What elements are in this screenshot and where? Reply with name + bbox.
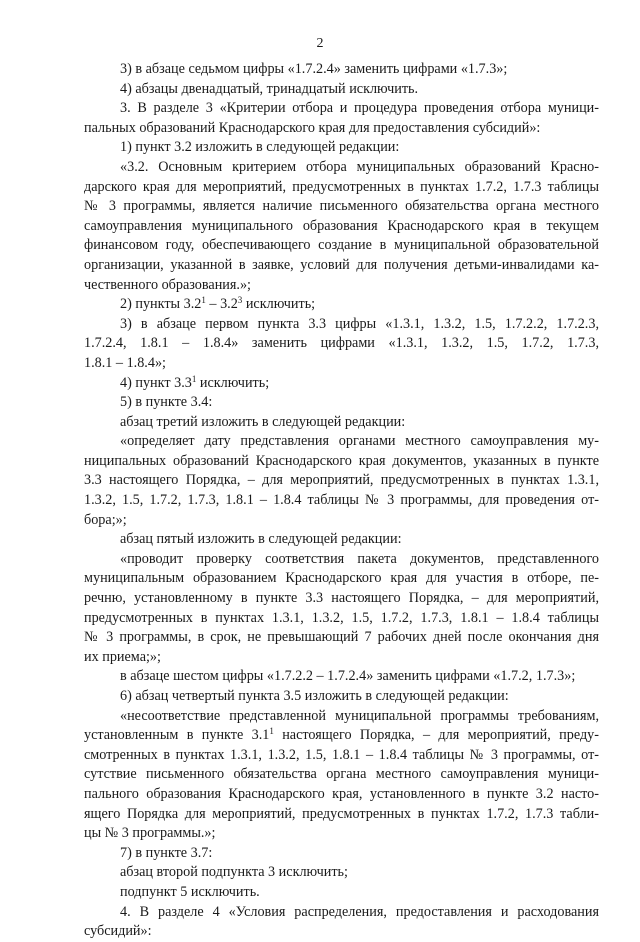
text-line: в абзаце шестом цифры «1.7.2.2 – 1.7.2.4» заменить цифрами «1.7.2, 1.7.3»; bbox=[120, 668, 576, 685]
text-line: 4) абзацы двенадцатый, тринадцатый исключить. bbox=[120, 80, 419, 97]
text-line: 3) в абзаце первом пункта 3.3 цифры «1.3.1, 1.3.2, 1.5, 1.7.2.2, 1.7.2.3, bbox=[120, 315, 599, 332]
text-line: 7) в пункте 3.7: bbox=[120, 844, 213, 861]
text-fragment: исключить; bbox=[242, 296, 316, 313]
text-line: субсидий»: bbox=[84, 923, 152, 940]
text-line: 5) в пункте 3.4: bbox=[120, 394, 213, 411]
text-line: ящего Порядка для мероприятий, предусмотренных в пунктах 1.7.2, 1.7.3 табли- bbox=[84, 805, 599, 822]
superscript: 1 bbox=[269, 726, 274, 737]
text-line: «определяет дату представления органами местного самоуправления му- bbox=[120, 433, 599, 450]
text-fragment: 2) пункты 3.2 bbox=[120, 296, 202, 313]
text-line: № 3 программы, в срок, не превышающий 7 рабочих дней после окончания дня bbox=[84, 629, 599, 646]
text-line: организации, указанной в заявке, условий для получения детьми-инвалидами ка- bbox=[84, 256, 599, 273]
text-line: ниципальных образований Краснодарского края документов, указанных в пункте bbox=[84, 452, 599, 469]
text-line: 3.3 настоящего Порядка, – для мероприятий, предусмотренных в пунктах 1.3.1, bbox=[84, 472, 599, 489]
text-line bbox=[84, 374, 599, 394]
text-line: «3.2. Основным критерием отбора муниципальных образований Красно- bbox=[120, 158, 599, 175]
superscript: 1 bbox=[201, 295, 206, 306]
text-line: 1.8.1 – 1.8.4»; bbox=[84, 354, 166, 371]
superscript: 3 bbox=[237, 295, 243, 306]
text-line: 4. В разделе 4 «Условия распределения, предоставления и расходования bbox=[120, 903, 599, 920]
text-line: сутствие письменного обязательства органа местного самоуправления муници- bbox=[84, 766, 599, 783]
text-line: бора;»; bbox=[84, 511, 127, 528]
text-line: пальных образований Краснодарского края для предоставления субсидий»: bbox=[84, 119, 541, 136]
text-line: смотренных в пунктах 1.3.1, 1.3.2, 1.5, 1.8.1 – 1.8.4 таблицы № 3 программы, от- bbox=[84, 746, 599, 763]
text-line: 3. В разделе 3 «Критерии отбора и процедура проведения отбора муници- bbox=[120, 100, 599, 117]
text-line: цы № 3 программы.»; bbox=[84, 825, 216, 842]
text-line: 1.3.2, 1.5, 1.7.2, 1.7.3, 1.8.1 – 1.8.4 таблицы № 3 программы, для проведения от- bbox=[84, 492, 599, 509]
superscript: 1 bbox=[191, 373, 197, 384]
text-fragment: настоящего Порядка, – для мероприятий, преду- bbox=[273, 727, 599, 744]
text-line bbox=[84, 295, 599, 315]
text-line: пального образования Краснодарского края, установленного в пункте 3.2 насто- bbox=[84, 785, 599, 802]
text-line: абзац второй подпункта 3 исключить; bbox=[120, 864, 348, 881]
text-line: 3) в абзаце седьмом цифры «1.7.2.4» заменить цифрами «1.7.3»; bbox=[120, 61, 508, 77]
text-line: абзац третий изложить в следующей редакции: bbox=[120, 413, 406, 430]
text-line: их приема;»; bbox=[84, 648, 161, 665]
document-body bbox=[84, 60, 599, 942]
text-fragment: установленным в пункте 3.1 bbox=[84, 727, 270, 744]
text-line: «проводит проверку соответствия пакета документов, представленного bbox=[120, 550, 599, 567]
text-line: 6) абзац четвертый пункта 3.5 изложить в следующей редакции: bbox=[120, 688, 509, 704]
text-line: муниципальным образованием Краснодарского края для участия в отборе, пе- bbox=[84, 570, 599, 587]
text-line: дарского края для мероприятий, предусмотренных в пунктах 1.7.2, 1.7.3 таблицы bbox=[84, 178, 599, 195]
text-line: абзац пятый изложить в следующей редакции: bbox=[120, 531, 402, 548]
text-fragment: – 3.2 bbox=[205, 296, 238, 313]
text-fragment: исключить; bbox=[196, 374, 270, 391]
text-line: самоуправления муниципального образования Краснодарского края в текущем bbox=[84, 217, 599, 234]
page-number: 2 bbox=[316, 36, 324, 51]
text-line: чественного образования.»; bbox=[84, 276, 252, 293]
text-line: финансовом году, обеспечивающего создание в муниципальной образовательной bbox=[84, 237, 599, 254]
text-line: «несоответствие представленной муниципальной программы требованиям, bbox=[120, 707, 599, 724]
text-line: 1.7.2.4, 1.8.1 – 1.8.4» заменить цифрами «1.3.1, 1.3.2, 1.5, 1.7.2, 1.7.3, bbox=[84, 335, 599, 352]
text-line: речню, установленному в пункте 3.3 настоящего Порядка, – для мероприятий, bbox=[84, 590, 599, 607]
text-line: № 3 программы, является наличие письменного обязательства органа местного bbox=[84, 198, 599, 215]
text-line: предусмотренных в пунктах 1.3.1, 1.3.2, 1.5, 1.7.2, 1.7.3, 1.8.1 – 1.8.4 таблицы bbox=[84, 609, 599, 626]
text-line bbox=[84, 726, 599, 746]
text-line: 1) пункт 3.2 изложить в следующей редакции: bbox=[120, 139, 400, 156]
text-line: подпункт 5 исключить. bbox=[120, 883, 260, 900]
text-fragment: 4) пункт 3.3 bbox=[120, 374, 192, 391]
